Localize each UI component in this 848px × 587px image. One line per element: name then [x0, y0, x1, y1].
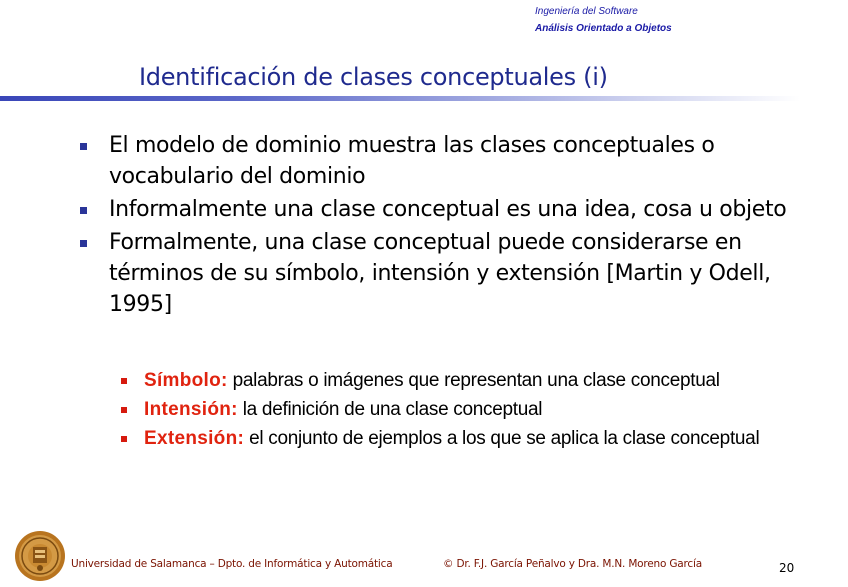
- footer-authors: © Dr. F.J. García Peñalvo y Dra. M.N. Moreno García: [443, 558, 702, 570]
- sub-bullet-item: [118, 424, 838, 453]
- red-square-bullet-icon: [121, 378, 127, 384]
- bullet-text: Formalmente, una clase conceptual puede considerarse en términos de su símbolo, intensión y extensión [Martin y Odell, 1995]: [109, 230, 771, 317]
- university-seal-icon: [14, 530, 66, 582]
- title-underline-bar: [0, 96, 800, 101]
- term-symbol: Símbolo:: [144, 370, 228, 391]
- square-bullet-icon: [80, 143, 87, 150]
- sub-bullet-list: [118, 366, 838, 453]
- term-definition: la definición de una clase conceptual: [237, 399, 543, 420]
- subject-name: Análisis Orientado a Objetos: [535, 23, 672, 34]
- bullet-list: [78, 130, 838, 322]
- term-extension: Extensión:: [144, 428, 245, 449]
- red-square-bullet-icon: [121, 436, 127, 442]
- page-number: 20: [779, 561, 795, 575]
- bullet-item: [78, 227, 838, 320]
- sub-bullet-item: [118, 366, 838, 395]
- term-definition: el conjunto de ejemplos a los que se aplica la clase conceptual: [244, 428, 760, 449]
- slide-title: Identificación de clases conceptuales (i): [139, 63, 608, 91]
- bullet-text: Informalmente una clase conceptual es una idea, cosa u objeto: [109, 197, 787, 222]
- square-bullet-icon: [80, 207, 87, 214]
- bullet-item: [78, 194, 838, 225]
- sub-bullet-item: [118, 395, 838, 424]
- bullet-text: El modelo de dominio muestra las clases conceptuales o vocabulario del dominio: [109, 133, 715, 189]
- header-block: [535, 3, 672, 37]
- square-bullet-icon: [80, 240, 87, 247]
- red-square-bullet-icon: [121, 407, 127, 413]
- course-name: Ingeniería del Software: [535, 6, 638, 17]
- footer-institution: Universidad de Salamanca – Dpto. de Informática y Automática: [71, 558, 393, 570]
- bullet-item: [78, 130, 838, 192]
- term-intension: Intensión:: [144, 399, 238, 420]
- term-definition: palabras o imágenes que representan una clase conceptual: [227, 370, 720, 391]
